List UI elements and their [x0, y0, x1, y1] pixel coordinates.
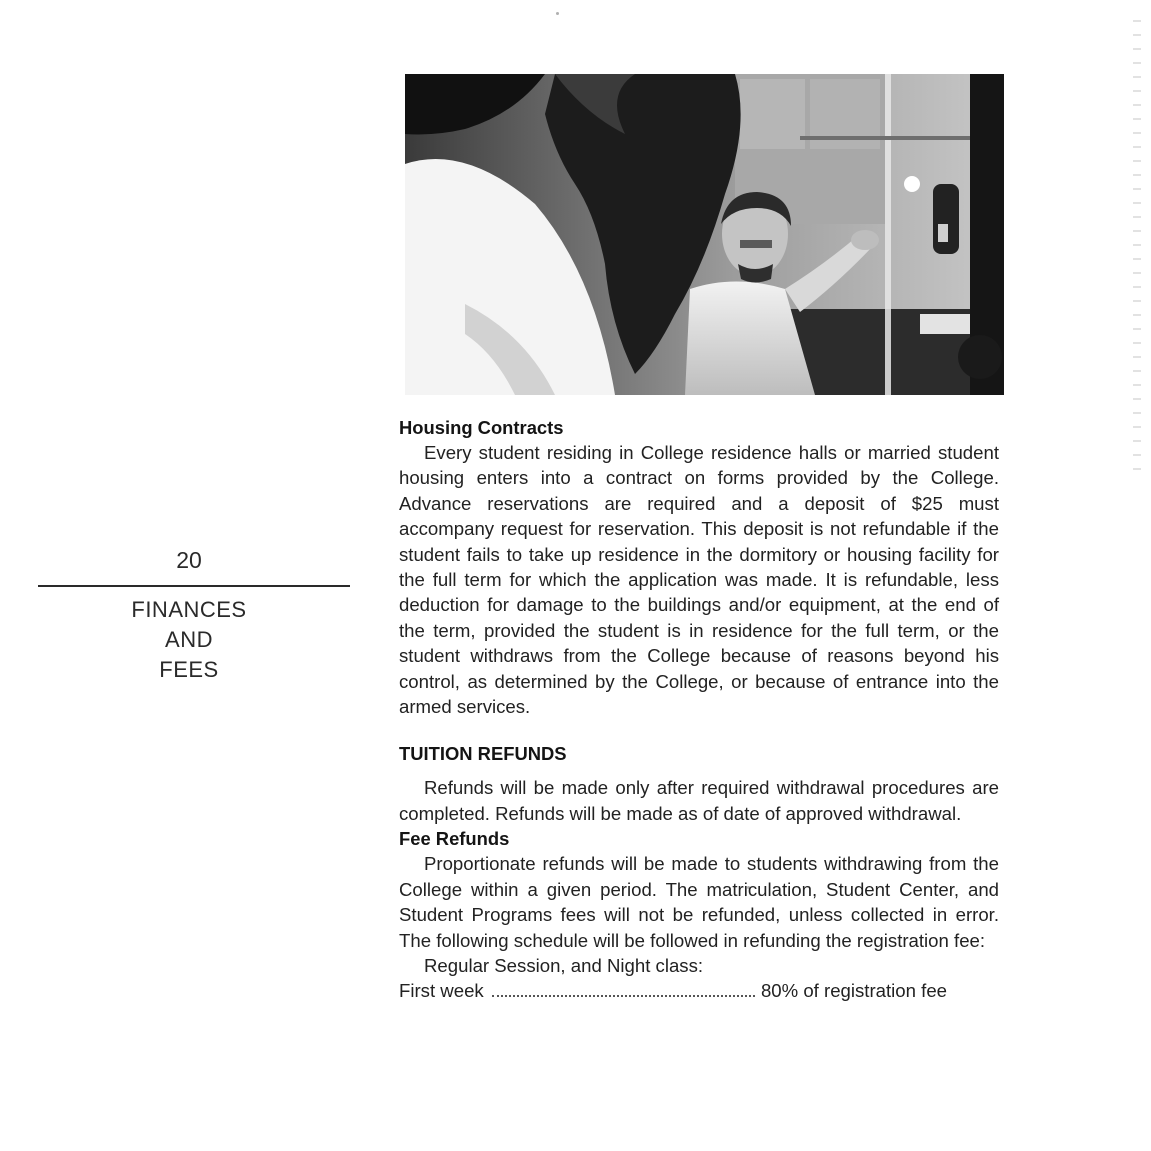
page-number: 20 [176, 547, 202, 573]
schedule-row [399, 978, 947, 1003]
tuition-refunds-heading: TUITION REFUNDS [399, 743, 567, 765]
section-title-line: FINANCES [131, 597, 247, 622]
section-spacer [399, 719, 999, 741]
schedule-label: First week [399, 980, 484, 1002]
scan-edge-speckle [1133, 20, 1141, 480]
dot-leader [492, 994, 755, 997]
sidebar [38, 546, 350, 685]
section-title-line: AND [165, 627, 213, 652]
section-title [28, 595, 350, 685]
sidebar-divider [38, 585, 350, 587]
photo-students-lab [405, 74, 1004, 395]
schedule-value: 80% of registration fee [760, 980, 947, 1002]
housing-contracts-heading: Housing Contracts [399, 417, 564, 438]
content-column [399, 415, 999, 1004]
tuition-refunds-paragraph: Refunds will be made only after required withdrawal procedures are completed. Refunds will be made as of date of approved withdrawal. [399, 777, 999, 824]
section-title-line: FEES [159, 657, 219, 682]
section-spacer [399, 766, 999, 775]
housing-contracts-paragraph: Every student residing in College residence halls or married student housing enters into a contract on forms provided by the College. Advance reservations are required and a deposit of $25 must accompany request for reservation. This deposit is not refundable if the student fails to take up residence in the dormitory or housing facility for the full term for which the application was made. It is refundable, less deduction for damage to the buildings and/or equipment, at the end of the term, provided the student is in residence for the full term, or the student withdraws from the College because of reasons beyond his control, as determined by the College, or because of entrance into the armed services. [399, 442, 999, 718]
photo-illustration [405, 74, 1004, 395]
fee-refunds-heading: Fee Refunds [399, 828, 510, 850]
schedule-intro: Regular Session, and Night class: [424, 954, 704, 976]
scan-dust [556, 12, 559, 15]
fee-refunds-paragraph: Proportionate refunds will be made to students withdrawing from the College within a given period. The matriculation, Student Center, and Student Programs fees will not be refunded, unless collected in error. The following schedule will be followed in refunding the registration fee: [399, 853, 999, 951]
